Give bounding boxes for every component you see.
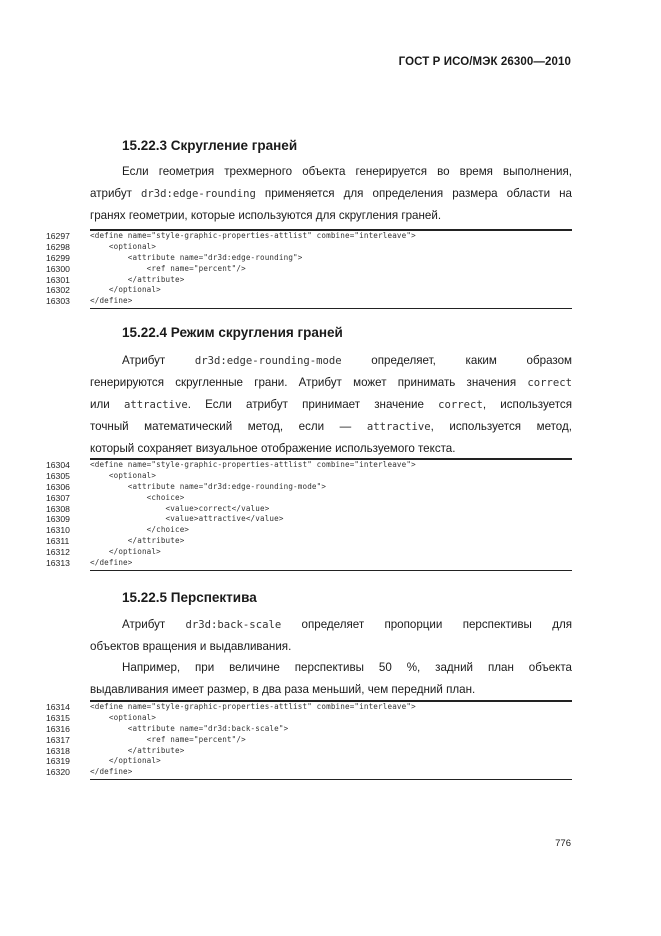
code-text: </define>	[90, 296, 133, 306]
text-run: Атрибут	[122, 354, 195, 367]
code-text: </choice>	[90, 525, 190, 535]
code-line	[46, 471, 572, 482]
code-text: </optional>	[90, 547, 161, 557]
code-text: <attribute name="dr3d:edge-rounding">	[90, 252, 303, 262]
line-number: 16315	[46, 712, 70, 723]
line-number: 16309	[46, 514, 70, 525]
code-text: <define name="style-graphic-properties-attlist" combine="interleave">	[90, 460, 416, 469]
code-line	[46, 296, 572, 307]
code-listing-edge-rounding-mode	[46, 458, 572, 571]
code-text: <attribute name="dr3d:edge-rounding-mode">	[90, 481, 327, 491]
code-text: <ref name="percent"/>	[90, 263, 246, 273]
text-run: Например, при величине перспективы 50 %, задний план объекта	[122, 661, 572, 674]
code-text: <optional>	[90, 241, 157, 251]
line-number: 16297	[46, 231, 70, 241]
code-line	[46, 253, 572, 264]
line-number: 16306	[46, 481, 70, 492]
code-text: </define>	[90, 558, 133, 568]
code-line	[46, 735, 572, 746]
code-line	[46, 482, 572, 493]
code-text: <value>attractive</value>	[90, 514, 284, 524]
text-line	[90, 657, 572, 679]
code-line	[46, 767, 572, 778]
text-run: объектов вращения и выдавливания.	[90, 640, 292, 653]
line-number: 16300	[46, 263, 70, 274]
inline-code: dr3d:edge-rounding	[141, 188, 256, 200]
code-text: <define name="style-graphic-properties-attlist" combine="interleave">	[90, 231, 416, 240]
line-number: 16313	[46, 558, 70, 569]
inline-code: correct	[438, 399, 483, 411]
page-number: 776	[555, 838, 571, 849]
text-line	[90, 161, 572, 183]
text-run: . Если атрибут принимает значение	[187, 398, 439, 411]
inline-code: dr3d:edge-rounding-mode	[194, 355, 342, 367]
text-line	[90, 205, 572, 227]
text-run: определяет пропорции перспективы для	[281, 618, 572, 631]
code-line	[46, 746, 572, 757]
text-line	[90, 183, 572, 205]
text-run: генерируются скругленные грани. Атрибут может принимать значения	[90, 376, 528, 389]
listing-rule-bottom	[90, 570, 572, 571]
line-number: 16308	[46, 503, 70, 514]
text-line	[90, 372, 572, 394]
code-line	[46, 460, 572, 471]
line-number: 16319	[46, 756, 70, 767]
text-run: который сохраняет визуальное отображение используемого текста.	[90, 442, 456, 455]
code-line	[46, 558, 572, 569]
line-number: 16320	[46, 767, 70, 778]
line-number: 16298	[46, 241, 70, 252]
code-line	[46, 275, 572, 286]
text-run: точный математический метод, если —	[90, 420, 367, 433]
inline-code: correct	[527, 377, 572, 389]
text-line	[90, 636, 572, 658]
listing-rule-bottom	[90, 779, 572, 780]
line-number: 16305	[46, 470, 70, 481]
code-line	[46, 724, 572, 735]
line-number: 16307	[46, 492, 70, 503]
paragraph-edge-rounding	[90, 161, 572, 227]
line-number: 16302	[46, 285, 70, 296]
text-run: , используется	[482, 398, 572, 411]
line-number: 16304	[46, 460, 70, 470]
code-text: </optional>	[90, 285, 161, 295]
code-line	[46, 547, 572, 558]
code-text: </define>	[90, 767, 133, 777]
text-run: применяется для определения размера области на	[255, 187, 572, 200]
paragraph-perspective	[90, 614, 572, 658]
text-run: или	[90, 398, 124, 411]
text-run: гранях геометрии, которые используются для скругления граней.	[90, 209, 442, 222]
code-text: </attribute>	[90, 745, 185, 755]
text-run: Атрибут	[122, 618, 186, 631]
code-text: <ref name="percent"/>	[90, 734, 246, 744]
section-title-edge-rounding: 15.22.3 Скругление граней	[122, 138, 298, 153]
line-number: 16318	[46, 745, 70, 756]
code-line	[46, 525, 572, 536]
text-line	[90, 438, 572, 460]
line-number: 16311	[46, 536, 70, 547]
section-title-edge-rounding-mode: 15.22.4 Режим скругления граней	[122, 325, 343, 340]
text-line	[90, 416, 572, 438]
inline-code: attractive	[123, 399, 188, 411]
code-line	[46, 242, 572, 253]
line-number: 16317	[46, 734, 70, 745]
line-number: 16303	[46, 296, 70, 307]
code-line	[46, 285, 572, 296]
section-title-perspective: 15.22.5 Перспектива	[122, 590, 257, 605]
inline-code: attractive	[366, 421, 431, 433]
code-text: <attribute name="dr3d:back-scale">	[90, 723, 289, 733]
document-code-header: ГОСТ Р ИСО/МЭК 26300—2010	[398, 56, 571, 68]
code-line	[46, 713, 572, 724]
code-line	[46, 504, 572, 515]
code-text: </attribute>	[90, 274, 185, 284]
text-run: выдавливания имеет размер, в два раза меньший, чем передний план.	[90, 683, 476, 696]
text-line	[90, 350, 572, 372]
text-line	[90, 679, 572, 701]
code-line	[46, 536, 572, 547]
line-number: 16314	[46, 702, 70, 712]
listing-rule-bottom	[90, 308, 572, 309]
code-listing-edge-rounding	[46, 229, 572, 309]
paragraph-edge-rounding-mode	[90, 350, 572, 460]
code-text: <choice>	[90, 492, 185, 502]
text-line	[90, 614, 572, 636]
code-line	[46, 702, 572, 713]
code-text: </attribute>	[90, 536, 185, 546]
code-line	[46, 231, 572, 242]
code-text: <optional>	[90, 712, 157, 722]
line-number: 16301	[46, 274, 70, 285]
code-listing-perspective	[46, 700, 572, 780]
line-number: 16312	[46, 547, 70, 558]
code-line	[46, 493, 572, 504]
paragraph-perspective-example	[90, 657, 572, 701]
text-run: Если геометрия трехмерного объекта генерируется во время выполнения,	[122, 165, 572, 178]
text-line	[90, 394, 572, 416]
code-text: </optional>	[90, 756, 161, 766]
code-line	[46, 514, 572, 525]
line-number: 16299	[46, 252, 70, 263]
text-run: , используется метод,	[430, 420, 572, 433]
line-number: 16316	[46, 723, 70, 734]
text-run: определяет, каким образом	[341, 354, 572, 367]
code-text: <optional>	[90, 470, 157, 480]
text-run: атрибут	[90, 187, 142, 200]
code-line	[46, 264, 572, 275]
code-line	[46, 756, 572, 767]
code-text: <value>correct</value>	[90, 503, 270, 513]
inline-code: dr3d:back-scale	[185, 619, 282, 631]
line-number: 16310	[46, 525, 70, 536]
code-text: <define name="style-graphic-properties-attlist" combine="interleave">	[90, 702, 416, 711]
